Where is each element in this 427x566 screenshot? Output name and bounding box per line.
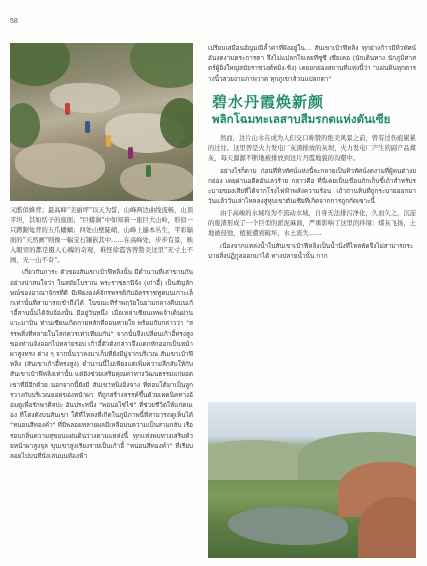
section-heading-thai: พลิกโฉมทะเลสาบสีมรกตแห่งตันเซีย — [212, 111, 391, 126]
mountain-hikers-photo — [10, 43, 193, 201]
chinese-paragraph: 由于高峻的水域均为不流动水域，自身无法排污净化，久而久之，沉淀的废渣形成了一个巨型的淤泥麻面，严重影响了这里的环境：煤灰飞扬，土地被侵蚀，植被遭到破坏，水土流失…… — [208, 210, 416, 238]
thai-paragraph: เปรียบเสมือนอัญมณีล้ำค่าที่ฝังอยู่ใน... สันเขาเบ้าฟีหลิง ทุกย่างก้าวมีทิวทัศน์อันงดงามตระการตา จึงไม่แปลกใจเลยที่ซูซี เซี่ยเคอ (นักเดินทาง นักภูมิศาสตร์ผู้ยิ่งใหญ่สมัยราชวงศ์หมิง-ชิง) เคยยกย่องสถานที่แห่งนี้ว่า "แผ่นดินทุกตารางนิ้วสวยงามภาพวาด ทุกภูเขาล้วนแปลกตา" — [208, 44, 416, 83]
thai-paragraph: อย่างไรก็ตาม ก่อนที่ทิวทัศน์แห่งนี้จะกลายเป็นทิวทัศน์งดงามที่ผู้คนต่างยกย่อง เคยผ่านอดีตอันเลวร้าย กล่าวคือ ที่นี่เคยเป็นเขื่อนกักเก็บขี้เถ้าสำหรับระบายของเสียที่ได้จากโรงไฟฟ้าพลังความร้อน เถ้าถ่านหินที่ถูกระบายออกมาวันแล้ววันเล่าไหลลงสู่หุบเขาตันเซียที่เกิดจากการถูกกัดเซาะนี้ — [208, 166, 416, 206]
right-text-column — [208, 43, 416, 264]
chinese-paragraph: 然而，这片山水在成为人们交口称赞的绝美风景之前，曾有过伤痕累累的过往。这里曾是火力发电厂灰渣排放的灰坝，火力发电厂产生的副产品煤灰，每天源源不断地被排放到这片丹霞地貌的沟壑中。 — [208, 134, 416, 162]
thai-paragraph: เนื่องจากแหล่งน้ำในสันเขาเบ้าฟีหลิงเป็นน้ำนิ่งที่ไหลพัดจึงไม่สามารถระบายสิ่งปฏิกูลออกมาได้ ทางปลายน้ำนั้น กาก — [208, 242, 414, 261]
thai-paragraph: เกี่ยวกับภาระ ตัวของสันเขาเบ้าฟีหลิงนั้น มีตำนานที่เล่าขานกันอย่างน่าสนใจว่า ในสมัยโบราณ พระราชธานีจ้ง (เก่าอี้) เป็นสัญลักษณ์ของอาณาจักรที่ดี มีเพียงองค์จักรพรรดิกับอัครราชทูตบนเกาะเล็กเท่านั้นที่สามารถเข้าถึงได้ ในขณะที่รำพฤวัยในยามกลางคืนบนเก้าอี้สานนั้นได้จับจ้องนั้น มีอยู่วันหนึ่ง เมื่อเหล่าเซียนเทพเจ้าเดินผ่านแวะมาบิน ท่านเซียนเกิดกายหลักที่ถอนหายใจ พร้อมกับกล่าวว่า "สรรพสิ่งที่หลายในโลกควรเท่าเทียมกัน" จากนั้นจึงเปลี่ยนเก้าอี้ทรงสูงของท่านจ้งออกไปหลายรอบ เก้าอี้ตัวดังกล่าวจึงแตกหักออกเป็นหน้าผาสูงทรง ต่าง ๆ จากนั้นวาลงมาเก็บที่ยังมีมู่จากบริเวณ สันเขาเบ้าฟีหลิง (สันเขาเก้าอี้ทรงสูง) ตำนานนี้ไม่เพียงแต่เพิ่มความลึกลับให้กับสันเขาเบ้าฟีหลิงเท่านั้น แต่ยังช่วยเสริมคุณค่าทางวัฒนธรรมแก่ยอดเขาที่มีอีกด้วย นอกจากนี้ยังมี สันเขาหนิงอิงจาง ที่ตอบโต้มาเป็นลูกรวางกับบริเวณยอดของหน้าผา ที่ถูกสร้างสรรค์ขึ้นด้วยเทคนิคทางอ้อมดูเพื่อรักษาศิลปะ อันประหนึ่ง "พอนอไช่ไช่" ที่ช่วยชีวิตให้แก่ตนเอง ที่โด่งดังบนสันเขา ใต้ที่ไหลงที่เกิดในภูมิภาพนี้ที่สามารถดูเห็นได้ "หนอนสีทองคำ" ที่มีพลอยหลายผลมีเหลือบนความเป็นสามกลับ เรือรอบกลิ่นความสุขอบแผ่นดินว่างตามแหล่งนี้ ทุกแห่งพบทางเสริมด้วยหน้าผาสูงจุล ขุนเขาสูงเรียงรายเป็นเก้าอี้ "หนอนสีทองคำ" ที่เรียบลอยไปบนที่นั่งเล่นบนท้องฟ้า — [10, 268, 193, 461]
left-text-column — [10, 206, 193, 464]
page-number: 58 — [10, 18, 18, 25]
section-heading-chinese: 碧水丹霞焕新颜 — [212, 92, 325, 111]
emerald-lake-photo — [208, 402, 416, 558]
chinese-paragraph: 又酷似蜂背；最高峰“美丽坪”以天为誓，山峰两边曲线流畅，山顶平坦，其如恬子的座面；“巨蟒涧”中如知着一座巨大山岭，形似一只蹲踞龟背的五爪蟠螭；四处山壁陡峭，山峰上遍本丛生，平彩辐面的“天然画”则像一幅宝石镶嵌其中……在高峰处，步步有景，映入眼帘的都是摄人心魄的奇观，难怪徐霞客曾赞美这里“无寸土不画，无一山不奇”。 — [10, 207, 193, 264]
